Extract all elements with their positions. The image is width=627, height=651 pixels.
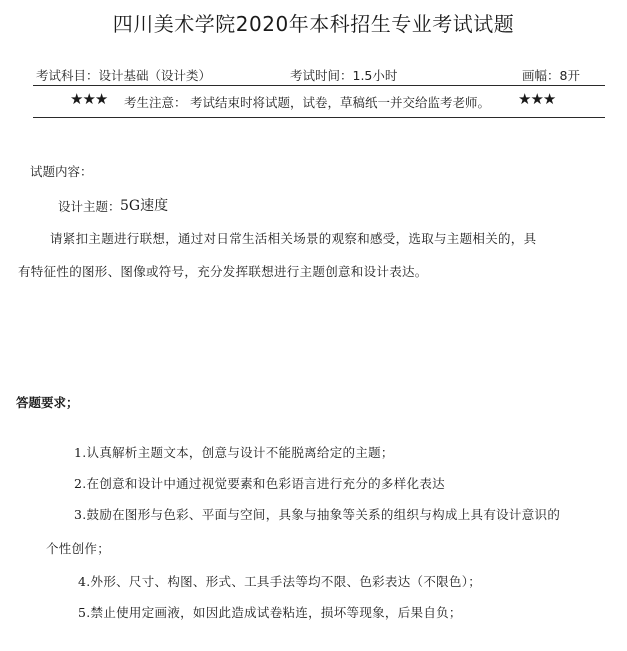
requirement-item-2: 2.在创意和设计中通过视觉要素和色彩语言进行充分的多样化表达 [74,476,445,491]
stars-left: ★★★ [70,90,108,108]
content-paragraph-line-2: 有特征性的图形、图像或符号，充分发挥联想进行主题创意和设计表达。 [18,264,428,279]
requirement-item-3-continued: 个性创作； [46,541,111,556]
requirements-label: 答题要求； [16,395,79,410]
notice-label: 考生注意： [124,95,187,110]
divider-bottom [33,117,605,118]
content-paragraph-line-1: 请紧扣主题进行联想，通过对日常生活相关场景的观察和感受，选取与主题相关的，具 [50,231,537,246]
requirement-item-5: 5.禁止使用定画液，如因此造成试卷粘连，损坏等现象，后果自负； [78,605,462,620]
exam-title: 四川美术学院2020年本科招生专业考试试题 [112,12,515,36]
sheet-size: 画幅：8开 [522,68,580,83]
content-section-label: 试题内容： [30,164,93,179]
exam-subject: 考试科目：设计基础（设计类） [36,68,212,83]
notice-text: 考试结束时将试题，试卷，草稿纸一并交给监考老师。 [190,95,491,110]
divider-top [33,85,605,86]
requirement-item-3: 3.鼓励在图形与色彩、平面与空间，具象与抽象等关系的组织与构成上具有设计意识的 [74,507,561,522]
exam-duration: 考试时间：1.5小时 [290,68,398,83]
requirement-item-1: 1.认真解析主题文本，创意与设计不能脱离给定的主题； [74,445,394,460]
theme-label: 设计主题： [58,199,121,214]
theme-value: 5G速度 [120,198,169,214]
requirement-item-4: 4.外形、尺寸、构图、形式、工具手法等均不限、色彩表达（不限色）； [78,574,482,589]
stars-right: ★★★ [518,90,556,108]
